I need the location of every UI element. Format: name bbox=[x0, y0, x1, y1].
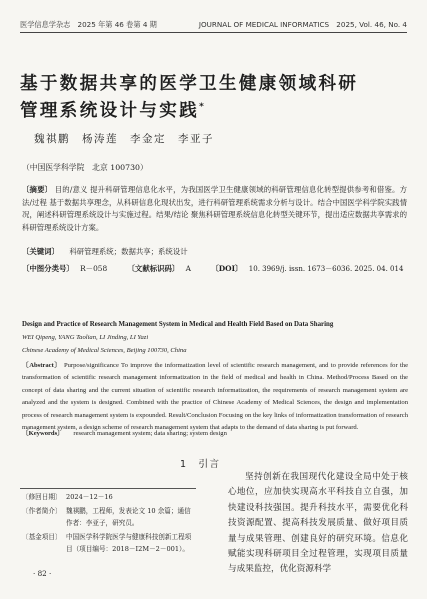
doi-value: 10. 3969/j. issn. 1673－6036. 2025. 04. 014 bbox=[248, 265, 404, 273]
clc-label: 〔中图分类号〕 bbox=[22, 264, 74, 273]
english-keywords bbox=[22, 428, 408, 440]
funding-mark: * bbox=[199, 102, 204, 112]
english-abstract bbox=[22, 360, 408, 434]
english-keywords-text: research management system; data sharing; system design bbox=[73, 430, 227, 437]
doc-code-label: 〔文献标识码〕 bbox=[127, 264, 180, 273]
english-abstract-label: 〔Abstract〕 bbox=[22, 362, 62, 369]
abstract-cn-label: 〔摘要〕 bbox=[22, 185, 53, 194]
english-authors: WEI Qipeng, YANG Taolian, LI Jinding, LI Yazi bbox=[22, 334, 149, 341]
footnote-revised-date bbox=[22, 492, 194, 504]
section-heading: 1 引言 bbox=[180, 459, 221, 470]
title-line-2 bbox=[20, 96, 410, 122]
keywords-cn bbox=[22, 246, 407, 259]
affiliation: （中国医学科学院 北京 100730） bbox=[22, 163, 148, 172]
footnote-funding bbox=[22, 532, 194, 555]
english-title: Design and Practice of Research Management System in Medical and Health Field Based on Data Sharing bbox=[22, 321, 334, 328]
author-list: 魏祺鹏 杨涛莲 李金定 李亚子 bbox=[34, 133, 214, 145]
keywords-cn-label: 〔关键词〕 bbox=[22, 247, 59, 256]
footnote-value: 中国医学科学院医学与健康科技创新工程项目（项目编号：2018－I2M－2－001）。 bbox=[66, 533, 192, 553]
doi-label: 〔DOI〕 bbox=[211, 264, 243, 273]
footnote-rule bbox=[20, 488, 196, 489]
abstract-cn-text: 目的/意义 提升科研管理信息化水平，为我国医学卫生健康领域的科研管理信息化转型提供参考和借鉴。方法/过程 基于数据共享理念，从科研信息化现状出发，进行科研管理系统需求分析与设计。结合中国医学科学院实践情况，阐述科研管理系统设计与实施过程。结果/结论 聚焦科研管理系统信息化转型关键环节，提出适应数据共享需求的科研管理系统设计方案。 bbox=[22, 185, 407, 232]
page-number: · 82 · bbox=[33, 569, 52, 578]
intro-paragraph: 坚持创新在我国现代化建设全局中处于核心地位，应加快实现高水平科技自立自强，加快建设科技强国。提升科技水平，需要优化科技资源配置、提高科技发展质量、做好项目质量与成果管理、创建良好的研究环境。信息化赋能实现科研项目全过程管理，实现项目质量与成果监控，优化资源科学 bbox=[228, 472, 408, 575]
classification-line bbox=[22, 263, 407, 276]
footnote-value: 2024－12－16 bbox=[66, 493, 113, 501]
footnote-label: 〔修回日期〕 bbox=[22, 493, 62, 501]
title-line-2-text: 管理系统设计与实践 bbox=[20, 100, 200, 121]
english-affiliation: Chinese Academy of Medical Sciences, Beijing 100730, China bbox=[22, 347, 187, 354]
footnote-author-bio bbox=[22, 506, 194, 529]
header-rule bbox=[20, 32, 407, 33]
footnote-label: 〔作者简介〕 bbox=[22, 507, 62, 515]
keywords-cn-text: 科研管理系统；数据共享；系统设计 bbox=[69, 247, 188, 256]
running-header-left: 医学信息学杂志 2025 年第 46 卷第 4 期 bbox=[20, 20, 157, 29]
title-line-1: 基于数据共享的医学卫生健康领域科研 bbox=[20, 74, 359, 94]
english-abstract-text: Purpose/significance To improve the informatization level of scientific research management, and to provide references for the transformation of scientific research management informatization in the field of medical and health in China. Method/Process Based on the concept of data sharing and the current situation of scientific research informatization, the requirements of research management system are analyzed and the system is designed. Combined with the practice of Chinese Academy of Medical Sciences, the design and implementation process of research management system is expounded. Result/Conclusion Focusing on the key links of informatization transformation of research management system, a design scheme of research management system that adapts to the demand of data sharing is put forward. bbox=[22, 362, 409, 432]
footnote-value: 魏祺鹏，工程师，发表论文 10 余篇；通信作者：李亚子，研究员。 bbox=[66, 507, 191, 527]
running-header-right: JOURNAL OF MEDICAL INFORMATICS 2025, Vol. 46, No. 4 bbox=[198, 20, 407, 29]
footnote-label: 〔基金项目〕 bbox=[22, 533, 62, 541]
doc-code-value: A bbox=[185, 264, 191, 273]
clc-value: R－058 bbox=[80, 264, 108, 273]
abstract-cn bbox=[22, 184, 407, 234]
english-keywords-label: 〔Keywords〕 bbox=[22, 430, 64, 437]
